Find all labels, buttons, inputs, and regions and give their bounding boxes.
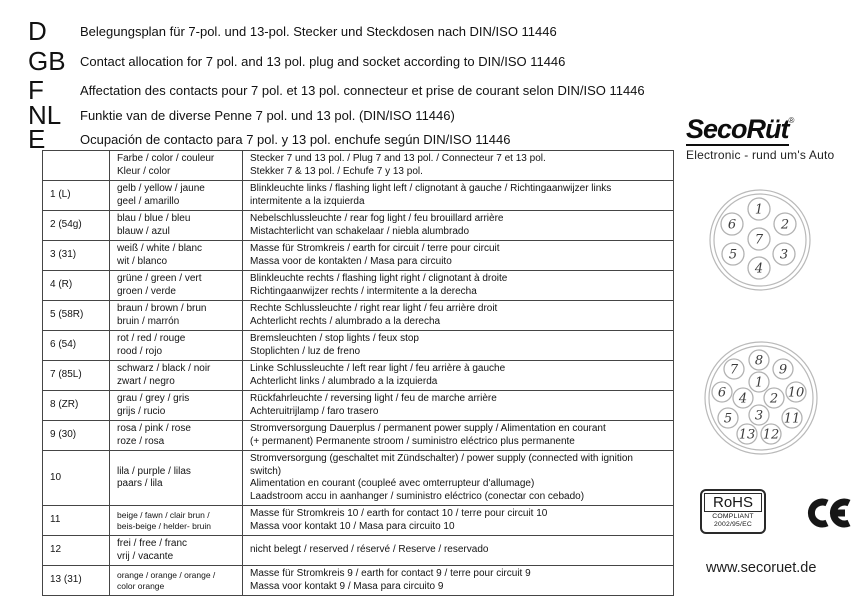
lang-code-gb: GB: [28, 45, 66, 76]
pin-cell: 10: [43, 451, 110, 506]
pin-number: 6: [727, 217, 737, 233]
rohs-title: RoHS: [704, 493, 762, 512]
seven-pin-connector-diagram: [708, 188, 812, 292]
pin-cell: 1 (L): [43, 181, 110, 211]
color-line: geel / amarillo: [117, 195, 180, 207]
function-line: Richtingaanwijzer rechts / intermitente a la derecha: [250, 285, 477, 297]
color-line: orange / orange / orange /: [117, 569, 216, 580]
lang-title-de: Belegungsplan für 7-pol. und 13-pol. Stecker und Steckdosen nach DIN/ISO 11446: [80, 23, 557, 39]
color-line: zwart / negro: [117, 375, 175, 387]
color-line: beige / fawn / clair brun /: [117, 509, 210, 520]
pin-cell: 2 (54g): [43, 211, 110, 241]
registered-trademark-icon: ®: [788, 116, 795, 125]
table-row: [43, 451, 674, 506]
pin-cell: 8 (ZR): [43, 391, 110, 421]
lang-title-gb: Contact allocation for 7 pol. and 13 pol. plug and socket according to DIN/ISO 11446: [80, 53, 566, 69]
color-cell: [110, 536, 243, 566]
pin-cell: 3 (31): [43, 241, 110, 271]
color-line: roze / rosa: [117, 435, 165, 447]
color-cell: [110, 421, 243, 451]
function-cell: [243, 451, 674, 506]
color-line: grau / grey / gris: [117, 393, 190, 404]
function-line: Alimentation en courant (coupleé avec omterrupteur d'allumage): [250, 478, 535, 489]
logo-brand-text: SecoRüt: [686, 114, 789, 144]
function-line: Stoplichten / luz de freno: [250, 345, 361, 357]
color-cell: [110, 211, 243, 241]
header-cell-color: [110, 151, 243, 181]
color-line: gelb / yellow / jaune: [117, 183, 205, 194]
function-cell: [243, 421, 674, 451]
table-row: [43, 271, 674, 301]
pin-number: 1: [754, 202, 764, 218]
function-cell: [243, 181, 674, 211]
function-line: Nebelschlussleuchte / rear fog light / feu brouillard arrière: [250, 213, 504, 224]
pin-number: 5: [728, 247, 738, 263]
function-line: Linke Schlussleuchte / left rear light / feu arrière à gauche: [250, 363, 506, 374]
color-cell: [110, 361, 243, 391]
color-cell: [110, 566, 243, 596]
pin-number: 6: [717, 385, 727, 401]
function-cell: [243, 301, 674, 331]
table-row: [43, 566, 674, 596]
color-line: rot / red / rouge: [117, 333, 186, 344]
pin-number: 1: [754, 375, 764, 391]
function-cell: [243, 211, 674, 241]
header-cell-pin: [43, 151, 110, 181]
table-row: [43, 391, 674, 421]
pin-cell: 12: [43, 536, 110, 566]
lang-title-nl: Funktie van de diverse Penne 7 pol. und 13 pol. (DIN/ISO 11446): [80, 107, 455, 123]
color-line: rood / rojo: [117, 345, 163, 357]
function-line: Blinkleuchte rechts / flashing light right / clignotant à droite: [250, 273, 508, 284]
color-cell: [110, 241, 243, 271]
table-row: [43, 181, 674, 211]
function-line: Masse für Stromkreis / earth for circuit / terre pour circuit: [250, 243, 500, 254]
color-cell: [110, 271, 243, 301]
pin-allocation-table: [42, 150, 674, 596]
function-cell: [243, 271, 674, 301]
function-line: Massa voor kontakt 9 / Masa para circuito 9: [250, 580, 444, 592]
function-line: nicht belegt / reserved / réservé / Reserve / reservado: [250, 544, 489, 556]
website-url: www.secoruet.de: [706, 560, 817, 576]
color-line: bruin / marrón: [117, 315, 180, 327]
table-row: [43, 301, 674, 331]
pin-number: 3: [779, 247, 789, 263]
pin-number: 9: [778, 362, 788, 378]
function-cell: [243, 566, 674, 596]
secorut-logo: [686, 116, 854, 162]
header-color-line2: Kleur / color: [117, 165, 171, 177]
color-line: beis-beige / helder- bruin: [117, 520, 212, 531]
table-header-row: [43, 151, 674, 181]
pin-cell: 9 (30): [43, 421, 110, 451]
pin-number: 3: [754, 408, 764, 424]
pin-cell: 5 (58R): [43, 301, 110, 331]
table-row: [43, 536, 674, 566]
table-row: [43, 361, 674, 391]
function-line: Massa voor de kontakten / Masa para circuito: [250, 255, 452, 267]
rohs-compliant-label: COMPLIANT: [712, 513, 754, 520]
pin-number: 2: [780, 217, 790, 233]
lang-code-fr: F: [28, 74, 44, 105]
function-cell: [243, 361, 674, 391]
pin-cell: 6 (54): [43, 331, 110, 361]
color-line: color orange: [117, 580, 165, 591]
function-line: Stromversorgung (geschaltet mit Zündschalter) / power supply (connected with ignition switch): [250, 453, 633, 477]
color-cell: [110, 301, 243, 331]
pin-number: 8: [754, 353, 764, 369]
rohs-directive-label: 2002/95/EC: [714, 521, 752, 528]
color-line: vrij / vacante: [117, 550, 174, 562]
color-line: blauw / azul: [117, 225, 170, 237]
pin-number: 7: [754, 232, 764, 248]
pin-number: 4: [754, 261, 764, 277]
color-cell: [110, 391, 243, 421]
pin-cell: 13 (31): [43, 566, 110, 596]
thirteen-pin-connector-diagram: [703, 340, 819, 456]
function-cell: [243, 391, 674, 421]
function-cell: [243, 331, 674, 361]
table-row: [43, 506, 674, 536]
color-cell: [110, 331, 243, 361]
function-line: Achteruitrijlamp / faro trasero: [250, 405, 379, 417]
function-line: Achterlicht rechts / alumbrado a la derecha: [250, 315, 441, 327]
header-color-line1: Farbe / color / couleur: [117, 153, 215, 164]
pin-number: 7: [729, 362, 739, 378]
function-line: Achterlicht links / alumbrado a la izquierda: [250, 375, 438, 387]
function-line: Massa voor kontakt 10 / Masa para circuito 10: [250, 520, 455, 532]
function-line: (+ permanent) Permanente stroom / suministro eléctrico plus permanente: [250, 435, 575, 447]
table-row: [43, 421, 674, 451]
function-line: Bremsleuchten / stop lights / feux stop: [250, 333, 419, 344]
function-cell: [243, 536, 674, 566]
function-line: Stromversorgung Dauerplus / permanent power supply / Alimentation en courant: [250, 423, 606, 434]
lang-code-de: D: [28, 15, 47, 46]
pin-number: 4: [738, 391, 748, 407]
color-line: blau / blue / bleu: [117, 213, 191, 224]
pin-cell: 4 (R): [43, 271, 110, 301]
header-func-line1: Stecker 7 und 13 pol. / Plug 7 and 13 pol. / Connecteur 7 et 13 pol.: [250, 153, 546, 164]
function-line: Rechte Schlussleuchte / right rear light / feu arrière droit: [250, 303, 498, 314]
function-line: Blinkleuchte links / flashing light left / clignotant à gauche / Richtingaanwijzer links: [250, 183, 612, 194]
color-line: wit / blanco: [117, 255, 168, 267]
color-line: groen / verde: [117, 285, 176, 297]
color-cell: [110, 451, 243, 506]
function-line: Masse für Stromkreis 10 / earth for contact 10 / terre pour circuit 10: [250, 508, 548, 519]
color-line: grüne / green / vert: [117, 273, 202, 284]
color-line: paars / lila: [117, 478, 163, 489]
table-row: [43, 211, 674, 241]
pin-cell: 11: [43, 506, 110, 536]
lang-title-es: Ocupación de contacto para 7 pol. y 13 pol. enchufe según DIN/ISO 11446: [80, 131, 511, 147]
pin-number: 12: [762, 427, 780, 443]
function-cell: [243, 241, 674, 271]
rohs-badge: [700, 489, 766, 534]
function-line: Mistachterlicht van schakelaar / niebla alumbrado: [250, 225, 469, 237]
pin-number: 2: [769, 391, 779, 407]
color-line: weiß / white / blanc: [117, 243, 203, 254]
pin-number: 11: [783, 411, 801, 427]
lang-code-nl: NL: [28, 99, 62, 130]
color-line: rosa / pink / rose: [117, 423, 191, 434]
function-line: intermitente a la izquierda: [250, 195, 365, 207]
color-line: braun / brown / brun: [117, 303, 207, 314]
lang-code-es: E: [28, 123, 46, 154]
lang-title-fr: Affectation des contacts pour 7 pol. et 13 pol. connecteur et prise de courant selon DIN/ISO 11446: [80, 82, 645, 98]
header-cell-function: [243, 151, 674, 181]
function-line: Masse für Stromkreis 9 / earth for contact 9 / terre pour circuit 9: [250, 568, 531, 579]
color-line: frei / free / franc: [117, 538, 188, 549]
logo-tagline: Electronic - rund um's Auto: [686, 148, 835, 162]
pin-number: 10: [787, 385, 805, 401]
function-line: Rückfahrleuchte / reversing light / feu de marche arrière: [250, 393, 497, 404]
lang-row-gb: [28, 46, 565, 76]
table-row: [43, 331, 674, 361]
header-func-line2: Stekker 7 & 13 pol. / Echufe 7 y 13 pol.: [250, 165, 423, 177]
color-line: schwarz / black / noir: [117, 363, 211, 374]
pin-number: 13: [738, 427, 756, 443]
function-line: Laadstroom accu in aanhanger / suministro eléctrico (conectar con cebado): [250, 490, 585, 502]
ce-mark-icon: [806, 496, 852, 530]
color-cell: [110, 506, 243, 536]
color-cell: [110, 181, 243, 211]
color-line: lila / purple / lilas: [117, 465, 191, 477]
table-row: [43, 241, 674, 271]
lang-row-de: [28, 16, 557, 46]
pin-cell: 7 (85L): [43, 361, 110, 391]
pin-number: 5: [723, 411, 733, 427]
color-line: grijs / rucio: [117, 405, 166, 417]
function-cell: [243, 506, 674, 536]
